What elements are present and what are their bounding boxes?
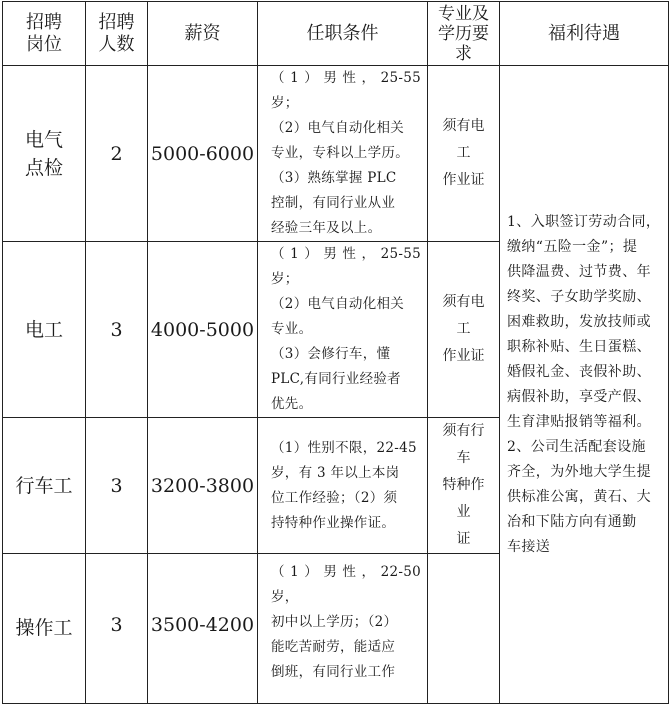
salary-cell: 3500-4200 (148, 554, 258, 704)
education-cell (428, 554, 500, 704)
header-count-line: 招聘 (98, 11, 135, 33)
benefit-line: 终奖、子女助学奖励、 (507, 288, 651, 305)
requirement-line: （1）性别不限，22-45 (271, 439, 417, 456)
education-cell (428, 66, 500, 242)
requirement-line: PLC,有同行业经验者 (271, 371, 401, 387)
requirement-line: （3）会修行车，懂 (271, 346, 391, 362)
header-count-line: 人数 (98, 33, 135, 55)
position-line: 电气 (24, 128, 63, 151)
count-cell: 3 (86, 242, 148, 418)
requirements-cell (258, 554, 428, 704)
count-cell: 3 (86, 554, 148, 704)
header-education-line: 学历要 (438, 23, 489, 44)
benefit-line: 病假补助，享受产假、 (507, 388, 651, 405)
header-row (3, 2, 669, 66)
benefit-line: 齐全，为外地大学生提 (507, 463, 651, 480)
benefit-line: 生育津贴报销等福利。 (507, 413, 651, 430)
header-education-line: 求 (455, 43, 472, 64)
education-cell (428, 242, 500, 418)
education-line: 须有行车 (442, 423, 485, 466)
requirement-line: 持特种作业操作证。 (271, 514, 396, 531)
requirement-line: （2）电气自动化相关 (271, 120, 405, 136)
requirements-cell (258, 66, 428, 242)
header-salary (148, 2, 258, 66)
position-cell (3, 66, 86, 242)
education-cell (428, 418, 500, 554)
requirement-line: 专业。 (271, 321, 313, 337)
table-row (3, 66, 669, 242)
benefit-line: 1、入职签订劳动合同， (507, 213, 661, 230)
header-position-line: 岗位 (26, 33, 62, 55)
header-benefits (500, 2, 669, 66)
header-education-line: 专业及 (438, 3, 489, 24)
position-line: 电工 (24, 318, 63, 341)
requirements-cell (258, 418, 428, 554)
requirement-line: 经验三年及以上。 (271, 220, 382, 236)
requirements-cell (258, 242, 428, 418)
salary-cell: 4000-5000 (148, 242, 258, 418)
education-line: 须有电工 (442, 118, 485, 161)
education-line: 作业证 (442, 172, 485, 188)
header-benefits-text: 福利待遇 (548, 22, 620, 44)
requirement-line: 位工作经验；（2）须 (271, 489, 398, 506)
benefit-line: 冶和下陆方向有通勤 (507, 513, 637, 530)
education-line: 作业证 (442, 348, 485, 364)
requirement-line: （1）男性，25-55 岁； (271, 70, 421, 111)
salary-cell: 3200-3800 (148, 418, 258, 554)
header-requirements-text: 任职条件 (306, 22, 379, 44)
count-cell: 2 (86, 66, 148, 242)
requirement-line: 岁，有 3 年以上本岗 (271, 464, 400, 481)
education-line: 证 (456, 531, 471, 547)
header-position (3, 2, 86, 66)
position-line: 点检 (24, 156, 63, 179)
requirement-line: （1）男性，25-55 岁； (271, 246, 421, 287)
benefit-line: 供降温费、过节费、年 (507, 263, 651, 280)
benefit-line: 缴纳“五险一金”；提 (507, 238, 638, 255)
benefit-line: 婚假礼金、丧假补助、 (507, 363, 651, 380)
requirement-line: （2）电气自动化相关 (271, 296, 405, 312)
position-cell (3, 418, 86, 554)
benefit-line: 车接送 (507, 538, 551, 555)
position-line: 行车工 (15, 474, 73, 497)
education-line: 特种作业 (442, 477, 485, 520)
benefit-line: 2、公司生活配套设施 (507, 438, 646, 455)
header-education (428, 2, 500, 66)
position-cell (3, 554, 86, 704)
header-count (86, 2, 148, 66)
header-position-line: 招聘 (26, 11, 62, 33)
position-cell (3, 242, 86, 418)
requirement-line: 初中以上学历；（2） (271, 614, 398, 630)
count-cell: 3 (86, 418, 148, 554)
salary-cell: 5000-6000 (148, 66, 258, 242)
position-line: 操作工 (15, 617, 73, 639)
requirement-line: 能吃苦耐劳，能适应 (271, 639, 396, 655)
benefit-line: 职称补贴、生日蛋糕、 (507, 338, 651, 355)
requirement-line: 专业，专科以上学历。 (271, 145, 409, 161)
benefits-cell (500, 66, 669, 704)
requirement-line: 倒班，有同行业工作 (271, 664, 396, 680)
header-requirements (258, 2, 428, 66)
requirement-line: （3）熟练掌握 PLC (271, 170, 397, 186)
requirement-line: 控制，有同行业从业 (271, 195, 396, 211)
requirement-line: 优先。 (271, 396, 313, 412)
requirement-line: （1）男性，22-50 岁， (271, 564, 421, 605)
recruitment-table (2, 1, 669, 704)
benefit-line: 困难救助，发放技师或 (507, 313, 651, 330)
education-line: 须有电工 (442, 294, 485, 337)
benefit-line: 供标准公寓，黄石、大 (507, 488, 651, 505)
header-salary-text: 薪资 (184, 22, 221, 44)
